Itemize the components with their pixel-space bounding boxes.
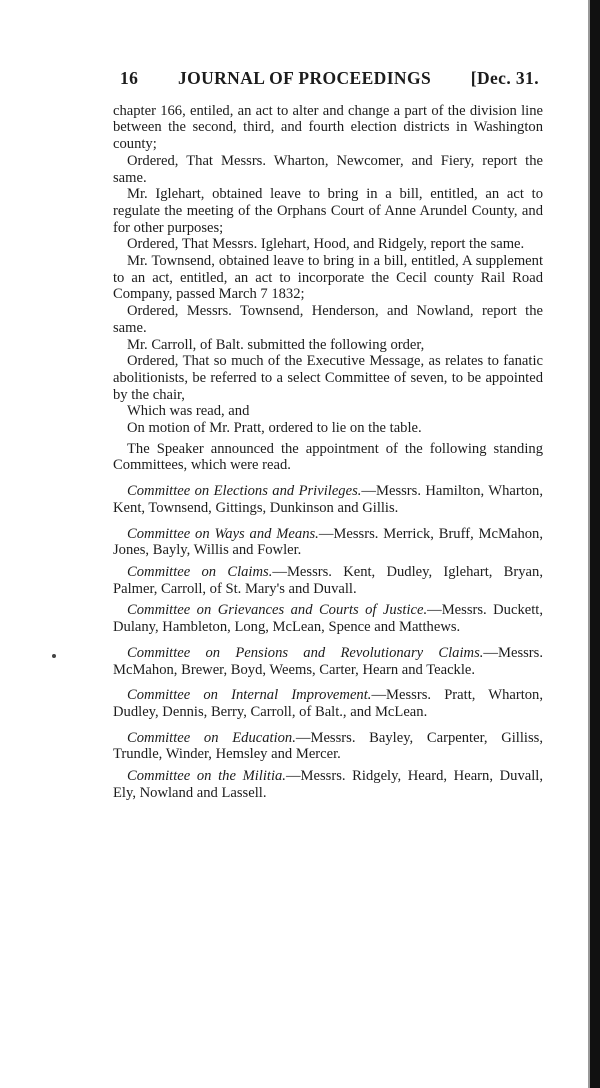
paragraph: The Speaker announced the appointment of the following standing Committees, which were read. bbox=[113, 440, 543, 474]
running-header bbox=[113, 70, 543, 87]
paragraph: Ordered, That Messrs. Wharton, Newcomer, and Fiery, report the same. bbox=[113, 152, 543, 186]
committee-entry bbox=[113, 768, 543, 801]
paragraph: Ordered, Messrs. Townsend, Henderson, and Nowland, report the same. bbox=[113, 303, 543, 336]
committee-members: —Messrs. McMahon, Brewer, Boyd, Weems, Carter, Hearn and Teackle. bbox=[113, 644, 543, 678]
page-gutter bbox=[590, 0, 600, 1088]
committee-name: Committee on Ways and Means. bbox=[127, 525, 319, 542]
committee-entry bbox=[113, 564, 543, 597]
paragraph: chapter 166, entiled, an act to alter and change a part of the division line between the second, third, and fourth election districts in Washington county; bbox=[113, 102, 543, 153]
committee-name: Committee on Elections and Privileges. bbox=[127, 483, 362, 500]
committee-name: Committee on Pensions and Revolutionary Claims. bbox=[127, 644, 484, 661]
paragraph: Which was read, and bbox=[127, 403, 250, 420]
committee-members: —Messrs. Ridgely, Heard, Hearn, Duvall, Ely, Nowland and Lassell. bbox=[113, 768, 543, 801]
ink-speck bbox=[52, 654, 56, 658]
committee-entry bbox=[113, 483, 543, 516]
paragraph: On motion of Mr. Pratt, ordered to lie on the table. bbox=[127, 420, 422, 437]
committee-name: Committee on the Militia. bbox=[127, 768, 286, 785]
committee-members: —Messrs. Kent, Dudley, Iglehart, Bryan, Palmer, Carroll, of St. Mary's and Duvall. bbox=[113, 563, 543, 597]
committee-entry bbox=[113, 602, 543, 635]
committee-entry bbox=[113, 730, 543, 763]
paragraph: Ordered, That so much of the Executive Message, as relates to fanatic abolitionists, be referred to a select Committee of seven, to be appointed by the chair, bbox=[113, 353, 543, 403]
committee-entry bbox=[113, 687, 543, 720]
committee-name: Committee on Claims. bbox=[127, 563, 273, 580]
committee-members: —Messrs. Bayley, Carpenter, Gilliss, Trundle, Winder, Hemsley and Mercer. bbox=[113, 729, 543, 763]
committee-members: —Messrs. Duckett, Dulany, Hambleton, Long, McLean, Spence and Matthews. bbox=[113, 602, 543, 636]
header-date: [Dec. 31. bbox=[470, 68, 539, 88]
committee-name: Committee on Internal Improvement. bbox=[127, 687, 372, 704]
committee-members: —Messrs. Hamilton, Wharton, Kent, Townsend, Gittings, Dunkinson and Gillis. bbox=[113, 483, 543, 516]
paragraph: Mr. Iglehart, obtained leave to bring in a bill, entitled, an act to regulate the meeting of the Orphans Court of Anne Arundel County, and for other purposes; bbox=[113, 186, 543, 236]
committee-entry bbox=[113, 645, 543, 678]
committee-members: —Messrs. Pratt, Wharton, Dudley, Dennis, Berry, Carroll, of Balt., and McLean. bbox=[113, 687, 544, 720]
committee-entry bbox=[113, 526, 543, 559]
committee-name: Committee on Grievances and Courts of Justice. bbox=[127, 602, 428, 619]
paragraph: Mr. Townsend, obtained leave to bring in a bill, entitled, A supplement to an act, entitled, an act to incorporate the Cecil county Rail Road Company, passed March 7 1832; bbox=[113, 253, 543, 303]
committee-name: Committee on Education. bbox=[127, 729, 296, 746]
paragraph: Mr. Carroll, of Balt. submitted the following order, bbox=[127, 336, 425, 353]
committee-members: —Messrs. Merrick, Bruff, McMahon, Jones, Bayly, Willis and Fowler. bbox=[113, 525, 543, 559]
page-number: 16 bbox=[120, 68, 139, 88]
journal-page bbox=[113, 70, 543, 801]
running-title: JOURNAL OF PROCEEDINGS bbox=[177, 68, 432, 88]
paragraph: Ordered, That Messrs. Iglehart, Hood, and Ridgely, report the same. bbox=[127, 236, 525, 253]
